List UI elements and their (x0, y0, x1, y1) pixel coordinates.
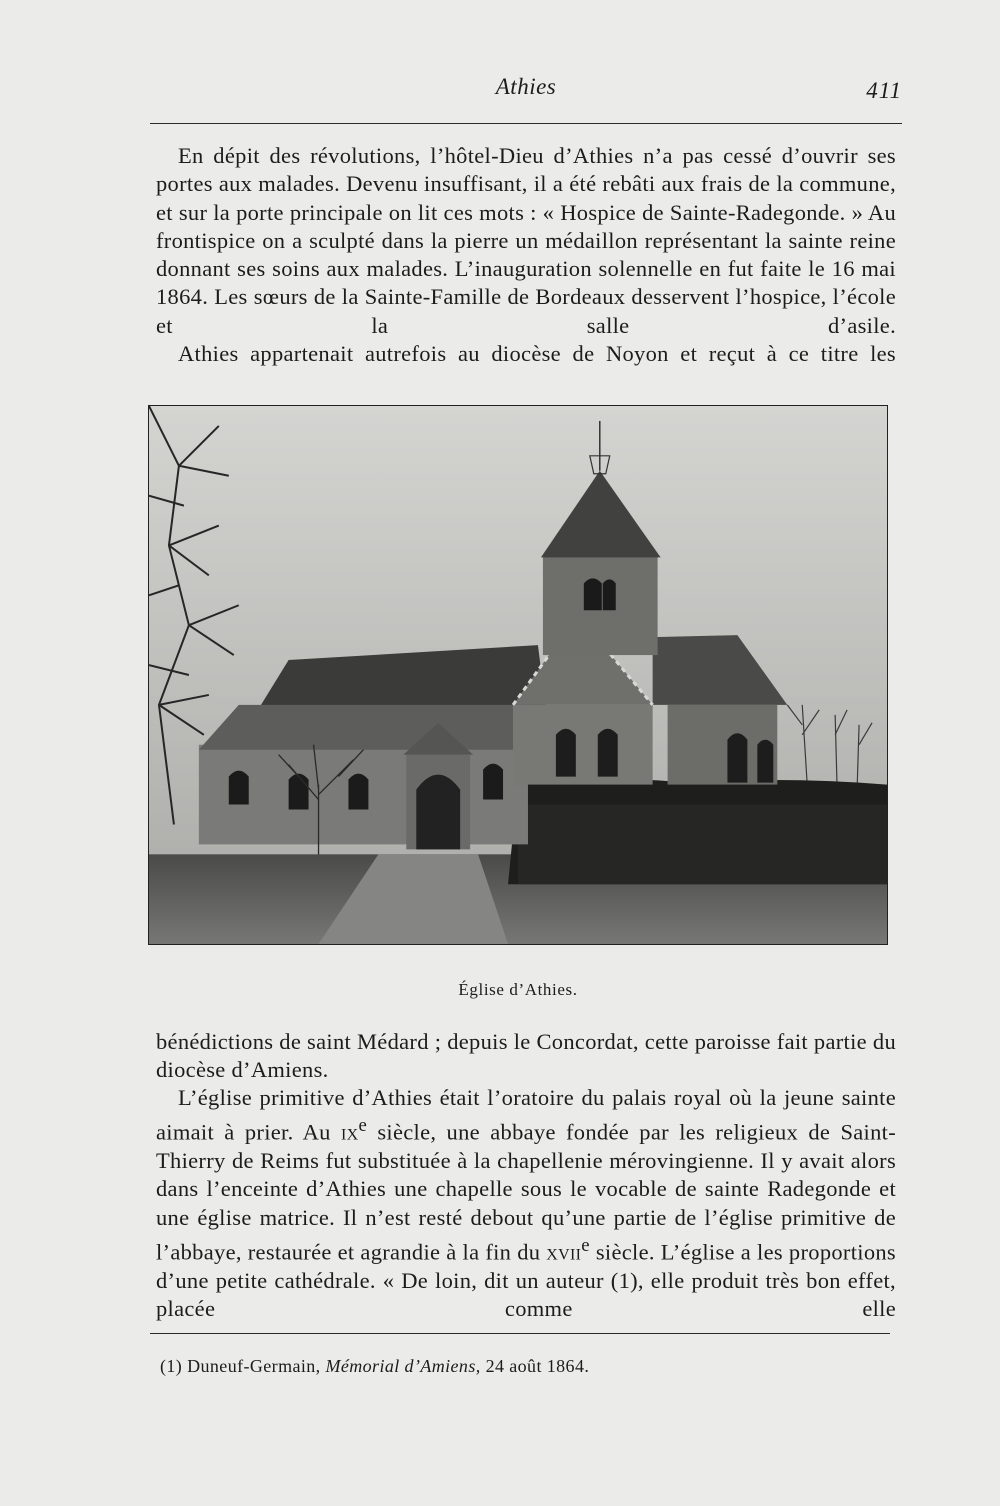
footnote (160, 1356, 589, 1377)
church-photograph (148, 405, 888, 945)
paragraph-text: siècle. L’église a les proportions d’une petite cathédrale. « De loin, dit un auteur (1), elle produit très bon effet, placée comme elle (156, 1239, 896, 1322)
footnote-author: Duneuf-Germain, (187, 1356, 321, 1376)
paragraph-diocese-start: Athies appartenait autrefois au diocèse de Noyon et reçut à ce titre les (178, 341, 896, 366)
running-head (150, 70, 902, 110)
figure-caption: Église d’Athies. (458, 980, 578, 999)
century-numeral: xvii (546, 1239, 582, 1265)
paragraph-hospice: En dépit des révolutions, l’hôtel-Dieu d’Athies n’a pas cessé d’ouvrir ses portes aux malades. Devenu insuffisant, il a été rebâti aux frais de la commune, et sur la porte principale on lit ces mots : « Hospice de Sainte-Radegonde. » Au frontispice on a sculpté dans la pierre un médaillon représentant la sainte reine donnant ses soins aux malades. L’inauguration solennelle en fut faite le 16 mai 1864. Les sœurs de la Sainte-Famille de Bordeaux desservent l’hospice, l’école et la salle d’asile. (156, 143, 896, 338)
century-suffix: e (358, 1115, 368, 1137)
running-title: Athies (495, 74, 557, 99)
century-suffix: e (581, 1234, 590, 1256)
page-number: 411 (866, 78, 902, 103)
century-numeral: ix (340, 1119, 359, 1145)
paragraph-diocese-end: bénédictions de saint Médard ; depuis le Concordat, cette paroisse fait partie du diocèse d’Amiens. (156, 1029, 896, 1083)
header-rule (150, 123, 902, 124)
paragraph-text: L’église primitive d’Athies était l’oratoire du palais royal où la jeune sainte aimait à prier. Au (156, 1085, 896, 1145)
footnote-rule (150, 1333, 890, 1334)
paragraph-primitive-church (156, 1084, 896, 1323)
footnote-date: 24 août 1864. (485, 1356, 590, 1376)
footnote-marker: (1) (160, 1356, 183, 1376)
paragraph-text: siècle, une abbaye fondée par les religieux de Saint-Thierry de Reims fut substituée à la chapellenie mérovingienne. Il y avait alors dans l’enceinte d’Athies une chapelle sous le vocable de sainte Radegonde et une église matrice. Il n’est resté debout qu’une partie de l’église primitive de l’abbaye, restaurée et agrandie à la fin du (156, 1119, 896, 1265)
footnote-work-title: Mémorial d’Amiens, (325, 1356, 481, 1376)
church-illustration (149, 406, 887, 944)
